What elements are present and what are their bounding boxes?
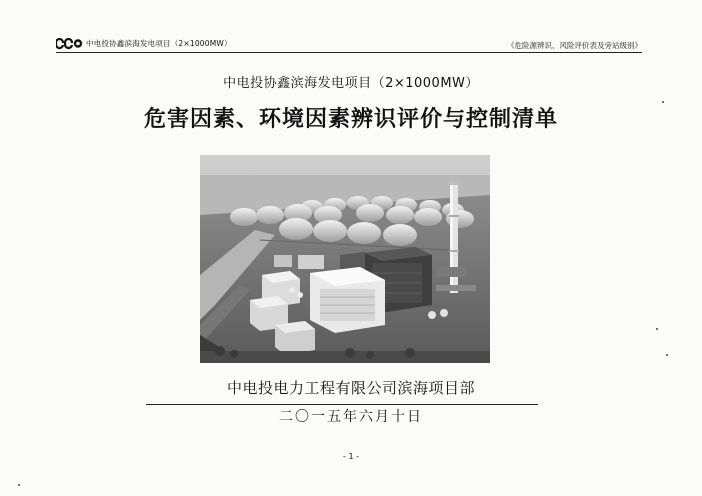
cci-logo-icon [56, 38, 84, 50]
page-header [56, 38, 642, 53]
main-title: 危害因素、环境因素辨识评价与控制清单 [143, 107, 558, 132]
divider-line [146, 404, 538, 405]
scan-speck [662, 101, 664, 103]
header-project-name: 中电投协鑫滨海发电项目（2×1000MW） [86, 39, 232, 48]
scan-speck [656, 328, 658, 330]
page-number: - 1 - [343, 452, 359, 461]
scan-speck [666, 354, 668, 356]
project-title: 中电投协鑫滨海发电项目（2×1000MW） [223, 76, 479, 91]
company-logo [56, 38, 84, 50]
issue-date: 二〇一五年六月十日 [279, 409, 423, 425]
organization-name: 中电投电力工程有限公司滨海项目部 [226, 379, 475, 397]
scan-speck [18, 484, 20, 486]
header-document-name: 《危险源辨识、风险评价表及旁站级别》 [507, 41, 642, 50]
power-plant-photo [200, 155, 490, 363]
